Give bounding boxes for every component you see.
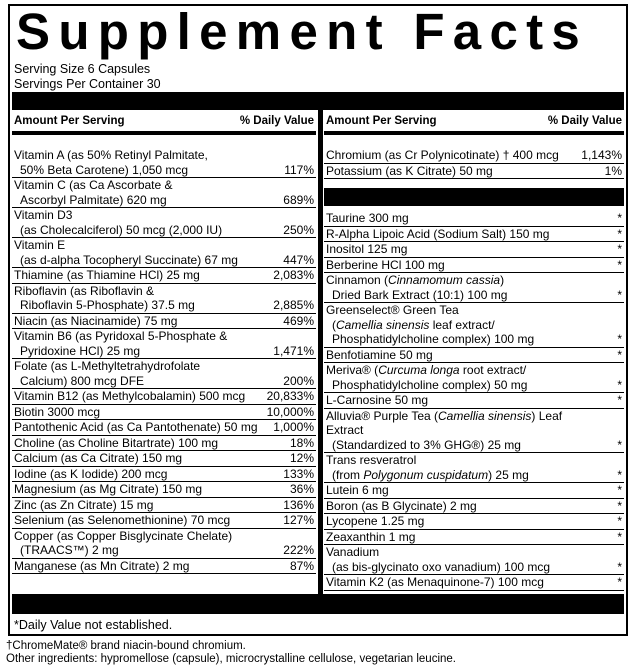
right-column-header bbox=[324, 110, 624, 130]
daily-value: * bbox=[617, 393, 622, 407]
daily-value: * bbox=[617, 287, 622, 302]
nutrient-name: Trans resveratrol bbox=[326, 453, 417, 467]
nutrient-name: (as Cholecalciferol) 50 mcg (2,000 IU) bbox=[20, 222, 223, 237]
daily-value: * bbox=[617, 211, 622, 225]
nutrient-row bbox=[12, 559, 316, 575]
nutrient-name: Vitamin B12 (as Methylcobalamin) 500 mcg bbox=[14, 389, 246, 403]
daily-value: * bbox=[617, 498, 622, 513]
nutrient-row bbox=[12, 389, 316, 405]
nutrient-name: Vitamin C (as Ca Ascorbate & bbox=[14, 178, 173, 192]
other-ingredients: Other ingredients: hypromellose (capsule), microcrystalline cellulose, vegetarian leucine. bbox=[6, 653, 456, 665]
header-rule bbox=[324, 131, 624, 135]
nutrient-row bbox=[12, 451, 316, 467]
left-column bbox=[12, 110, 316, 594]
nutrient-name: Vanadium bbox=[326, 545, 380, 559]
nutrient-row bbox=[324, 164, 624, 180]
daily-value: 2,083% bbox=[273, 268, 314, 282]
daily-value: * bbox=[617, 347, 622, 362]
serving-size: Serving Size 6 Capsules bbox=[14, 62, 151, 76]
daily-value: 1,471% bbox=[273, 343, 314, 358]
daily-value: 136% bbox=[283, 497, 314, 512]
panel-title: Supplement Facts bbox=[16, 3, 589, 60]
daily-value-label: % Daily Value bbox=[239, 115, 314, 127]
daily-value: 447% bbox=[283, 252, 314, 267]
nutrient-row bbox=[324, 148, 624, 164]
nutrient-name: Copper (as Copper Bisglycinate Chelate) bbox=[14, 528, 233, 543]
nutrient-name: Riboflavin (as Riboflavin & bbox=[14, 283, 155, 298]
nutrient-name: Greenselect® Green Tea bbox=[326, 303, 459, 317]
left-column-header bbox=[12, 110, 316, 130]
nutrient-row bbox=[324, 393, 624, 409]
daily-value: * bbox=[617, 242, 622, 256]
nutrient-row bbox=[12, 148, 316, 178]
nutrient-name: Phosphatidylcholine complex) 50 mg bbox=[332, 377, 528, 392]
nutrient-name: Pantothenic Acid (as Ca Pantothenate) 50 mg bbox=[14, 420, 258, 434]
daily-value: * bbox=[617, 257, 622, 272]
nutrient-row bbox=[12, 329, 316, 359]
nutrient-name: Vitamin K2 (as Menaquinone-7) 100 mcg bbox=[326, 575, 544, 589]
nutrient-name: Lutein 6 mg bbox=[326, 483, 389, 497]
nutrient-row bbox=[12, 482, 316, 498]
column-divider bbox=[318, 110, 323, 594]
daily-value: 36% bbox=[289, 482, 314, 496]
daily-value: * bbox=[617, 467, 622, 482]
daily-value: 117% bbox=[284, 162, 314, 177]
nutrient-name: Riboflavin 5-Phosphate) 37.5 mg bbox=[20, 298, 195, 312]
daily-value: 250% bbox=[283, 222, 314, 237]
nutrient-row bbox=[324, 303, 624, 348]
nutrient-name: (as d-alpha Tocopheryl Succinate) 67 mg bbox=[20, 252, 238, 267]
nutrient-row bbox=[324, 348, 624, 364]
nutrient-name: (as bis-glycinato oxo vanadium) 100 mcg bbox=[332, 559, 551, 574]
nutrient-name: Ascorbyl Palmitate) 620 mg bbox=[20, 192, 167, 207]
daily-value: 2,885% bbox=[273, 298, 314, 312]
nutrient-name: Thiamine (as Thiamine HCl) 25 mg bbox=[14, 268, 200, 282]
nutrient-name: Meriva® (Curcuma longa root extract/ bbox=[326, 363, 527, 377]
nutrient-row bbox=[324, 483, 624, 499]
nutrient-name: (TRAACS™) 2 mg bbox=[20, 543, 119, 557]
nutrient-name: Zeaxanthin 1 mg bbox=[326, 529, 416, 544]
nutrient-row bbox=[324, 211, 624, 227]
nutrient-row bbox=[324, 242, 624, 258]
nutrient-row bbox=[12, 420, 316, 436]
right-column bbox=[324, 110, 624, 594]
nutrient-name: (from Polygonum cuspidatum) 25 mg bbox=[332, 467, 529, 482]
nutrient-name: Vitamin E bbox=[14, 238, 66, 252]
daily-value: * bbox=[617, 377, 622, 392]
nutrient-row bbox=[12, 359, 316, 389]
daily-value: * bbox=[617, 559, 622, 574]
nutrient-name: Vitamin D3 bbox=[14, 208, 73, 222]
serving-info bbox=[14, 62, 161, 92]
nutrient-row bbox=[324, 363, 624, 393]
daily-value: 20,833% bbox=[266, 389, 314, 403]
nutrient-name: Boron (as B Glycinate) 2 mg bbox=[326, 498, 477, 513]
daily-value: 133% bbox=[283, 466, 314, 481]
daily-value: * bbox=[617, 529, 622, 544]
nutrient-name: Vitamin B6 (as Pyridoxal 5-Phosphate & bbox=[14, 329, 228, 343]
daily-value: 469% bbox=[283, 313, 314, 328]
chromemate-note: †ChromeMate® brand niacin-bound chromium. bbox=[6, 640, 246, 652]
nutrient-name: L-Carnosine 50 mg bbox=[326, 393, 429, 407]
daily-value: * bbox=[617, 575, 622, 589]
daily-value: 1,143% bbox=[581, 148, 622, 162]
right-nutrient-list-top bbox=[324, 148, 624, 179]
daily-value: 10,000% bbox=[266, 404, 314, 419]
daily-value-label: % Daily Value bbox=[547, 115, 622, 127]
section-bar bbox=[324, 188, 624, 206]
nutrient-name: Folate (as L-Methyltetrahydrofolate bbox=[14, 359, 201, 373]
nutrient-name: Zinc (as Zn Citrate) 15 mg bbox=[14, 497, 154, 512]
daily-value: * bbox=[617, 514, 622, 528]
nutrient-name: Taurine 300 mg bbox=[326, 211, 409, 225]
daily-value: * bbox=[617, 483, 622, 497]
nutrient-row bbox=[324, 499, 624, 515]
nutrient-name: R-Alpha Lipoic Acid (Sodium Salt) 150 mg bbox=[326, 226, 550, 241]
panel-footer bbox=[6, 640, 456, 666]
daily-value: * bbox=[617, 437, 622, 452]
daily-value: 1,000% bbox=[273, 420, 314, 434]
daily-value: 87% bbox=[289, 558, 314, 573]
daily-value: 689% bbox=[283, 192, 314, 207]
nutrient-row bbox=[324, 409, 624, 454]
right-nutrient-list-bottom bbox=[324, 211, 624, 591]
nutrient-name: Alluvia® Purple Tea (Camellia sinensis) Leaf Extract bbox=[326, 408, 563, 437]
nutrient-row bbox=[324, 545, 624, 575]
left-nutrient-list bbox=[12, 148, 316, 574]
bottom-bar bbox=[12, 594, 624, 614]
nutrient-name: Biotin 3000 mcg bbox=[14, 404, 101, 419]
daily-value: * bbox=[617, 332, 622, 346]
nutrient-row bbox=[12, 238, 316, 268]
nutrient-row bbox=[324, 227, 624, 243]
nutrient-name: Manganese (as Mn Citrate) 2 mg bbox=[14, 558, 190, 573]
nutrient-name: Calcium (as Ca Citrate) 150 mg bbox=[14, 451, 183, 465]
nutrient-name: Berberine HCl 100 mg bbox=[326, 257, 445, 272]
supplement-facts-panel bbox=[8, 4, 628, 636]
nutrient-row bbox=[324, 514, 624, 530]
daily-value: 200% bbox=[283, 373, 314, 388]
nutrient-row bbox=[12, 208, 316, 238]
nutrient-name: Choline (as Choline Bitartrate) 100 mg bbox=[14, 435, 219, 450]
nutrient-row bbox=[12, 405, 316, 421]
nutrient-name: (Camellia sinensis leaf extract/ bbox=[332, 317, 495, 332]
nutrient-row bbox=[12, 314, 316, 330]
nutrient-name: Potassium (as K Citrate) 50 mg bbox=[326, 163, 493, 178]
nutrient-row bbox=[12, 284, 316, 314]
nutrient-row bbox=[12, 513, 316, 529]
nutrient-name: Phosphatidylcholine complex) 100 mg bbox=[332, 332, 535, 346]
nutrient-row bbox=[12, 529, 316, 559]
nutrient-name: Iodine (as K Iodide) 200 mcg bbox=[14, 466, 168, 481]
nutrient-row bbox=[324, 575, 624, 591]
amount-per-serving-label: Amount Per Serving bbox=[326, 115, 437, 127]
header-rule bbox=[12, 131, 316, 135]
nutrient-name: Cinnamon (Cinnamomum cassia) bbox=[326, 273, 505, 287]
daily-value: 222% bbox=[283, 543, 314, 557]
nutrient-name: Inositol 125 mg bbox=[326, 242, 408, 256]
nutrient-name: Selenium (as Selenomethionine) 70 mcg bbox=[14, 513, 231, 527]
daily-value: 18% bbox=[289, 435, 314, 450]
daily-value: 1% bbox=[604, 163, 622, 178]
nutrient-row bbox=[12, 498, 316, 514]
nutrient-name: Chromium (as Cr Polynicotinate) † 400 mcg bbox=[326, 148, 559, 162]
nutrient-row bbox=[12, 467, 316, 483]
nutrient-row bbox=[12, 436, 316, 452]
daily-value: 127% bbox=[283, 513, 314, 527]
nutrient-row bbox=[324, 273, 624, 303]
nutrient-name: Calcium) 800 mcg DFE bbox=[20, 373, 145, 388]
nutrient-name: Pyridoxine HCl) 25 mg bbox=[20, 343, 141, 358]
nutrient-name: Benfotiamine 50 mg bbox=[326, 347, 433, 362]
nutrient-row bbox=[324, 453, 624, 483]
nutrient-row bbox=[12, 178, 316, 208]
amount-per-serving-label: Amount Per Serving bbox=[14, 115, 125, 127]
nutrient-name: Niacin (as Niacinamide) 75 mg bbox=[14, 313, 178, 328]
nutrient-name: Magnesium (as Mg Citrate) 150 mg bbox=[14, 482, 203, 496]
nutrient-name: Vitamin A (as 50% Retinyl Palmitate, bbox=[14, 148, 208, 162]
nutrient-name: Lycopene 1.25 mg bbox=[326, 514, 425, 528]
daily-value: * bbox=[617, 226, 622, 241]
nutrient-name: 50% Beta Carotene) 1,050 mcg bbox=[20, 162, 189, 177]
nutrient-name: (Standardized to 3% GHG®) 25 mg bbox=[332, 437, 521, 452]
nutrient-name: Dried Bark Extract (10:1) 100 mg bbox=[332, 287, 508, 302]
servings-per-container: Servings Per Container 30 bbox=[14, 77, 161, 91]
nutrient-row bbox=[324, 258, 624, 274]
nutrient-row bbox=[12, 268, 316, 284]
top-bar bbox=[12, 92, 624, 110]
daily-value-note: *Daily Value not established. bbox=[14, 618, 173, 632]
nutrient-row bbox=[324, 530, 624, 546]
daily-value: 12% bbox=[289, 451, 314, 465]
